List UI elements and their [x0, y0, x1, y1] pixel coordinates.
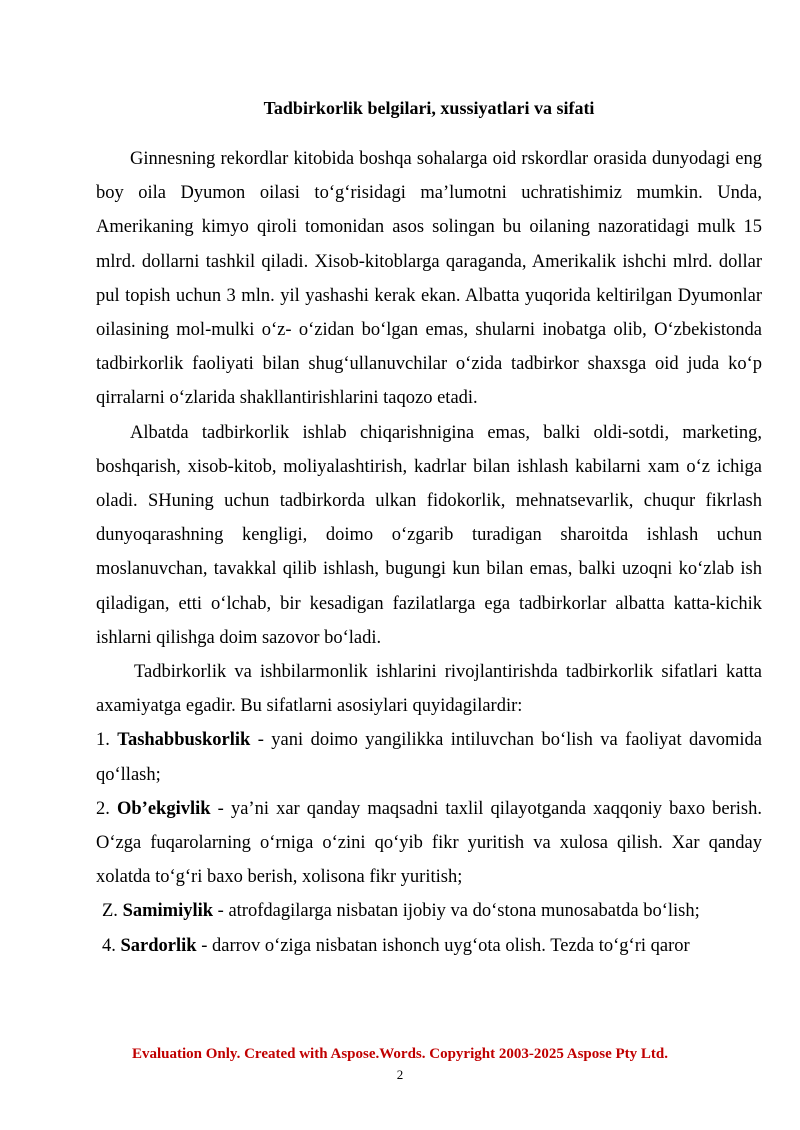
paragraph-3: Tadbirkorlik va ishbilarmonlik ishlarini rivojlantirishda tadbirkorlik sifatlari katta axamiyatga egadir. Bu sifatlarni asosiylari quyidagilardir: — [96, 662, 762, 717]
list-item — [96, 929, 762, 963]
list-text: - yani doimo yangilikka intiluvchan bo‘lish va faoliyat davomida qo‘llash; — [96, 730, 763, 785]
list-term: Tashabbuskorlik — [117, 730, 251, 751]
list-number: 1. — [96, 730, 110, 751]
list-text: - ya’ni xar qanday maqsadni taxlil qilayotganda xaqqoniy baxo berish. O‘zga fuqarolarning o‘rniga o‘zini qo‘yib fikr yuritish va xulosa qilish. Xar qanday xolatda to‘g‘ri baxo berish, xolisona fikr yuritish; — [96, 798, 763, 888]
list-number: 4. — [102, 935, 116, 956]
paragraph-1: Ginnesning rekordlar kitobida boshqa sohalarga oid rskordlar orasida dunyodagi eng boy oila Dyumon oilasi to‘g‘risidagi ma’lumotni uchratishimiz mumkin. Unda, Amerikaning kimyo qiroli tomonidan asos solingan bu oilaning nazoratidagi mulk 15 mlrd. dollarni tashkil qiladi. Xisob-kitoblarga qaraganda, Amerikalik ishchi mlrd. dollar pul topish uchun 3 mln. yil yashashi kerak ekan. Albatta yuqorida keltirilgan Dyumonlar oilasining mol-mulki o‘z- o‘zidan bo‘lgan emas, shularni inobatga olib, O‘zbekistonda tadbirkorlik faoliyati bilan shug‘ullanuvchilar o‘zida tadbirkor shaxsga oid juda ko‘p qirralarni o‘zlarida shakllantirishlarini taqozo etadi. — [96, 149, 762, 409]
list-term: Ob’ekgivlik — [117, 798, 211, 819]
document-page — [96, 96, 762, 963]
list-item — [96, 792, 762, 895]
list-text: - atrofdagilarga nisbatan ijobiy va do‘stona munosabatda bo‘lish; — [213, 901, 700, 922]
list-term: Samimiylik — [122, 901, 214, 922]
list-number: Z. — [102, 901, 118, 922]
paragraph-2: Albatda tadbirkorlik ishlab chiqarishnigina emas, balki oldi-sotdi, marketing, boshqarish, xisob-kitob, moliyalashtirish, kadrlar bilan ishlash kabilarni xam o‘z ichiga oladi. SHuning uchun tadbirkorda ulkan fidokorlik, mehnatsevarlik, chuqur fikrlash dunyoqarashning kengligi, doimo o‘zgarib turadigan sharoitda ishlash uchun moslanuvchan, tavakkal qilib ishlash, bugungi kun bilan emas, balki uzoqni ko‘zlab ish qiladigan, etti o‘lchab, bir kesadigan fazilatlarga ega tadbirkorlar albatta katta-kichik ishlarni qilishga doim sazovor bo‘ladi. — [96, 422, 762, 648]
list-item — [96, 723, 762, 791]
document-title: Tadbirkorlik belgilari, xussiyatlari va sifati — [263, 98, 595, 118]
list-number: 2. — [96, 798, 110, 819]
list-item — [96, 894, 762, 928]
list-text: - darrov o‘ziga nisbatan ishonch uyg‘ota olish. Tezda to‘g‘ri qaror — [196, 935, 690, 956]
list-term: Sardorlik — [120, 935, 197, 956]
evaluation-watermark: Evaluation Only. Created with Aspose.Words. Copyright 2003-2025 Aspose Pty Ltd. — [131, 1046, 669, 1062]
page-number: 2 — [396, 1067, 404, 1082]
